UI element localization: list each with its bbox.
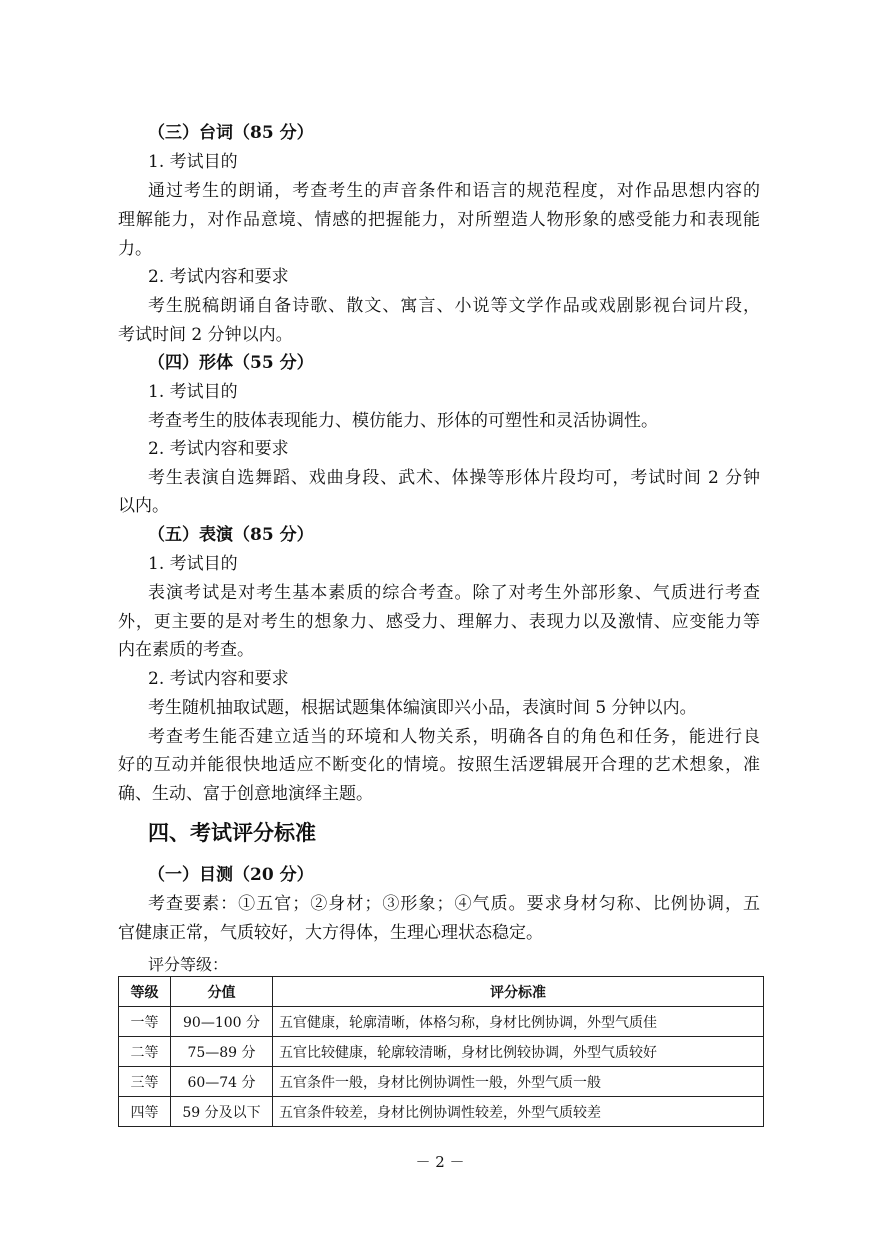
- exam-content-title: 2. 考试内容和要求: [148, 267, 289, 287]
- criteria-cell: 五官比较健康，轮廓较清晰，身材比例较协调，外型气质较好: [273, 1037, 764, 1067]
- paragraph-line: 考查要素：①五官；②身材；③形象；④气质。要求身材匀称、比例协调，五: [148, 894, 760, 914]
- score-cell: 59 分及以下: [171, 1097, 273, 1127]
- exam-content-title: 2. 考试内容和要求: [148, 669, 289, 689]
- paragraph-line: 以内。: [118, 496, 169, 516]
- paragraph-line: 考查考生的肢体表现能力、模仿能力、形体的可塑性和灵活协调性。: [148, 411, 658, 431]
- score-cell: 60—74 分: [171, 1067, 273, 1097]
- paragraph-line: 理解能力，对作品意境、情感的把握能力，对所塑造人物形象的感受能力和表现能: [118, 210, 760, 230]
- paragraph-line: 官健康正常，气质较好，大方得体，生理心理状态稳定。: [118, 923, 543, 943]
- paragraph-line: 确、生动、富于创意地演绎主题。: [118, 784, 373, 804]
- grade-cell: 三等: [119, 1067, 171, 1097]
- grade-cell: 一等: [119, 1007, 171, 1037]
- criteria-cell: 五官条件较差，身材比例协调性较差，外型气质较差: [273, 1097, 764, 1127]
- criteria-cell: 五官健康，轮廓清晰，体格匀称，身材比例协调，外型气质佳: [273, 1007, 764, 1037]
- paragraph-line: 外，更主要的是对考生的想象力、感受力、理解力、表现力以及激情、应变能力等: [118, 612, 760, 632]
- score-cell: 90—100 分: [171, 1007, 273, 1037]
- table-header-row: [119, 977, 764, 1007]
- section-heading-performance: （五）表演（85 分）: [148, 525, 314, 545]
- paragraph-line: 考查考生能否建立适当的环境和人物关系，明确各自的角色和任务，能进行良: [148, 727, 760, 747]
- column-header-score: 分值: [171, 977, 273, 1007]
- part-heading-scoring-standards: 四、考试评分标准: [148, 821, 316, 845]
- table-caption: 评分等级：: [148, 955, 229, 974]
- exam-purpose-title: 1. 考试目的: [148, 152, 238, 172]
- paragraph-line: 考试时间 2 分钟以内。: [118, 325, 293, 345]
- paragraph-line: 力。: [118, 239, 152, 259]
- paragraph-line: 表演考试是对考生基本素质的综合考查。除了对考生外部形象、气质进行考查: [148, 583, 760, 603]
- grade-cell: 四等: [119, 1097, 171, 1127]
- paragraph-line: 考生表演自选舞蹈、戏曲身段、武术、体操等形体片段均可，考试时间 2 分钟: [148, 468, 760, 488]
- table-row: [119, 1007, 764, 1037]
- table-row: [119, 1037, 764, 1067]
- score-cell: 75—89 分: [171, 1037, 273, 1067]
- exam-purpose-title: 1. 考试目的: [148, 554, 238, 574]
- subsection-heading-visual-assessment: （一）目测（20 分）: [148, 865, 314, 885]
- paragraph-line: 考生脱稿朗诵自备诗歌、散文、寓言、小说等文学作品或戏剧影视台词片段，: [148, 296, 760, 316]
- section-heading-body: （四）形体（55 分）: [148, 353, 314, 373]
- paragraph-line: 通过考生的朗诵，考查考生的声音条件和语言的规范程度，对作品思想内容的: [148, 181, 760, 201]
- criteria-cell: 五官条件一般，身材比例协调性一般，外型气质一般: [273, 1067, 764, 1097]
- table-row: [119, 1067, 764, 1097]
- paragraph-line: 考生随机抽取试题，根据试题集体编演即兴小品，表演时间 5 分钟以内。: [148, 698, 697, 718]
- section-heading-lines: （三）台词（85 分）: [148, 123, 314, 143]
- page-number: － 2 －: [415, 1153, 465, 1171]
- exam-content-title: 2. 考试内容和要求: [148, 439, 289, 459]
- column-header-grade: 等级: [119, 977, 171, 1007]
- grading-table: [118, 976, 764, 1127]
- grade-cell: 二等: [119, 1037, 171, 1067]
- paragraph-line: 内在素质的考查。: [118, 640, 254, 660]
- exam-purpose-title: 1. 考试目的: [148, 382, 238, 402]
- column-header-criteria: 评分标准: [273, 977, 764, 1007]
- paragraph-line: 好的互动并能很快地适应不断变化的情境。按照生活逻辑展开合理的艺术想象，准: [118, 755, 760, 775]
- table-row: [119, 1097, 764, 1127]
